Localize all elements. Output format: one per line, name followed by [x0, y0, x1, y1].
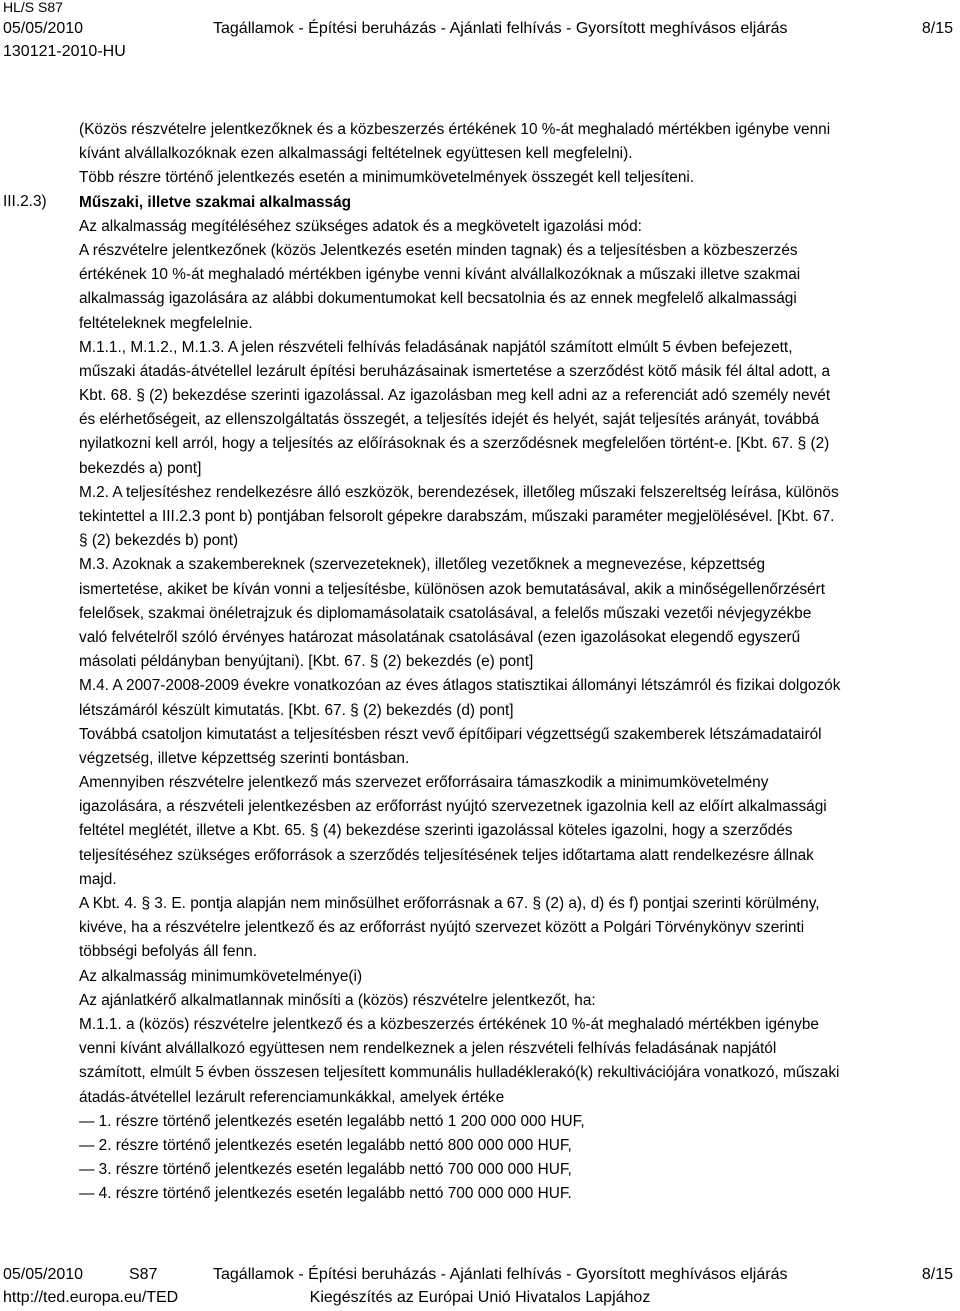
text-line: tekintettel a III.2.3 pont b) pontjában felsorolt gépekre darabszám, műszaki paraméter megjelölésével. [Kbt. 67. — [79, 508, 835, 525]
text-line: bekezdés a) pont] — [79, 459, 202, 477]
footer-page-number: 8/15 — [921, 1266, 953, 1283]
text-line: számított, elmúlt 5 évben összesen teljesített kommunális hulladéklerakó(k) rekultivációjára vonatkozó, műszaki — [79, 1064, 840, 1082]
header-title: Tagállamok - Építési beruházás - Ajánlati felhívás - Gyorsított meghívásos eljárás — [213, 20, 788, 37]
text-line: Az ajánlatkérő alkalmatlannak minősíti a (közös) részvételre jelentkezőt, ha: — [79, 991, 596, 1009]
section-body — [79, 118, 949, 1206]
text-line: másolati példányban benyújtani). [Kbt. 67. § (2) bekezdés (e) pont] — [79, 653, 534, 671]
text-line: M.1.1. a (közös) részvételre jelentkező és a közbeszerzés értékének 10 %-át meghaladó mértékben igénybe — [79, 1015, 819, 1033]
text-line: felelősek, szakmai önéletrajzuk és diplomamásolataik csatolásával, a felelős műszaki vezetői névjegyzékbe — [79, 604, 812, 622]
intro-line: Több részre történő jelentkezés esetén a minimumkövetelmények összegét kell teljesíteni. — [79, 169, 695, 187]
text-line: ismertetése, akiket be kíván vonni a teljesítésbe, különösen azok bemutatásával, akik a minőségellenőrzésért — [79, 580, 825, 598]
text-line: Kbt. 68. § (2) bekezdése szerinti igazolással. Az igazolásban meg kell adni az a referenciát adó személy nevét — [79, 387, 831, 405]
text-line: M.4. A 2007-2008-2009 évekre vonatkozóan az éves átlagos statisztikai állományi létszámról és fizikai dolgozók — [79, 677, 841, 695]
text-line: igazolására, a részvételi jelentkezésben az erőforrást nyújtó szervezetnek igazolnia kell az előírt alkalmassági — [79, 798, 827, 816]
text-line: teljesítéséhez szükséges erőforrások a szerződés teljesítésének teljes időtartama alatt rendelkezésre állnak — [79, 846, 814, 864]
text-line: A részvételre jelentkezőnek (közös Jelentkezés esetén minden tagnak) és a teljesítésben a közbeszerzés — [79, 241, 798, 259]
text-line: többségi befolyás áll fenn. — [79, 943, 257, 961]
footer-title: Tagállamok - Építési beruházás - Ajánlati felhívás - Gyorsított meghívásos eljárás — [213, 1266, 788, 1283]
text-line: Az alkalmasság minimumkövetelménye(i) — [79, 967, 363, 985]
header-date: 05/05/2010 — [3, 20, 84, 37]
footer-doc-ref: S87 — [129, 1266, 158, 1283]
footer-url[interactable]: http://ted.europa.eu/TED — [3, 1289, 179, 1306]
text-line: feltétel meglétét, illetve a Kbt. 65. § (4) bekezdése szerinti igazolással köteles igazolni, hogy a szerződés — [79, 822, 793, 840]
header-page-number: 8/15 — [921, 20, 953, 37]
text-line: — 2. részre történő jelentkezés esetén legalább nettó 800 000 000 HUF, — [79, 1136, 572, 1154]
text-line: venni kívánt alvállalkozó együttesen nem rendelkeznek a jelen részvételi felhívás feladásának napjától — [79, 1040, 777, 1058]
text-line: feltételeknek megfelelnie. — [79, 314, 253, 332]
text-line: műszaki átadás-átvétellel lezárult építési beruházásainak ismertetése a szerződést kötő másik fél által adott, a — [79, 362, 831, 380]
footer-date: 05/05/2010 — [3, 1266, 84, 1283]
text-line: értékének 10 %-át meghaladó mértékben igénybe venni kívánt alvállalkozóknak a műszaki illetve szakmai — [79, 266, 801, 284]
text-line: § (2) bekezdés b) pont) — [79, 532, 239, 550]
intro-block — [79, 118, 949, 191]
text-line: végzetség, illetve képzettség szerinti bontásban. — [79, 749, 410, 767]
footer-publisher: Kiegészítés az Európai Unió Hivatalos Lapjához — [309, 1289, 651, 1306]
header-doc-number: 130121-2010-HU — [3, 43, 126, 60]
text-line: Az alkalmasság megítéléséhez szükséges adatok és a megkövetelt igazolási mód: — [79, 217, 642, 235]
header-doc-ref: HL/S S87 — [3, 0, 63, 15]
text-line: M.2. A teljesítéshez rendelkezésre álló eszközök, berendezések, illetőleg műszaki felszereltség leírása, különös — [79, 483, 839, 501]
text-line: létszámáról készült kimutatás. [Kbt. 67. § (2) bekezdés (d) pont] — [79, 701, 514, 719]
text-line: kivéve, ha a részvételre jelentkező és az erőforrást nyújtó szervezet között a Polgári Törvénykönyv szerinti — [79, 919, 805, 937]
text-line: A Kbt. 4. § 3. E. pontja alapján nem minősülhet erőforrásnak a 67. § (2) a), d) és f) pontjai szerinti körülmény, — [79, 895, 820, 912]
text-line: nyilatkozni kell arról, hogy a teljesítés az előírásoknak és a szerződésnek megfelelően történt-e. [Kbt. 67. § (2) — [79, 435, 830, 453]
text-line: való felvételről szóló érvényes határozat másolatának csatolásával (ezen igazolásokat elegendő egyszerű — [79, 628, 801, 646]
text-line: — 1. részre történő jelentkezés esetén legalább nettó 1 200 000 000 HUF, — [79, 1112, 585, 1130]
text-line: Továbbá csatoljon kimutatást a teljesítésben részt vevő építőipari végzettségű szakemberek létszámadatairól — [79, 725, 822, 743]
text-line: — 3. részre történő jelentkezés esetén legalább nettó 700 000 000 HUF, — [79, 1161, 572, 1179]
text-line: M.3. Azoknak a szakembereknek (szervezeteknek), illetőleg vezetőknek a megnevezése, képzettség — [79, 556, 766, 574]
page-header — [0, 0, 960, 63]
text-line: átadás-átvétellel lezárult referenciamunkákkal, amelyek értéke — [79, 1088, 505, 1106]
body-text — [79, 215, 949, 1207]
section-heading: Műszaki, illetve szakmai alkalmasság — [79, 193, 352, 211]
text-line: — 4. részre történő jelentkezés esetén legalább nettó 700 000 000 HUF. — [79, 1185, 572, 1203]
text-line: és elérhetőségeit, az ellenszolgáltatás összegét, a teljesítés idejét és helyét, saját teljesítés arányát, továbbá — [79, 411, 820, 429]
page-footer — [0, 1263, 960, 1309]
text-line: M.1.1., M.1.2., M.1.3. A jelen részvételi felhívás feladásának napjától számított elmúlt 5 évben befejezett, — [79, 338, 793, 356]
section-number: III.2.3) — [3, 193, 47, 210]
intro-line: kívánt alvállalkozóknak ezen alkalmassági feltételnek együttesen kell megfelelni). — [79, 145, 633, 163]
text-line: alkalmasság igazolására az alábbi dokumentumokat kell becsatolnia és az ennek megfelelő alkalmassági — [79, 290, 797, 308]
text-line: majd. — [79, 870, 117, 888]
intro-line: (Közös részvételre jelentkezőknek és a közbeszerzés értékének 10 %-át meghaladó mértékben igénybe venni — [79, 121, 831, 138]
text-line: Amennyiben részvételre jelentkező más szervezet erőforrásaira támaszkodik a minimumkövetelmény — [79, 774, 769, 792]
